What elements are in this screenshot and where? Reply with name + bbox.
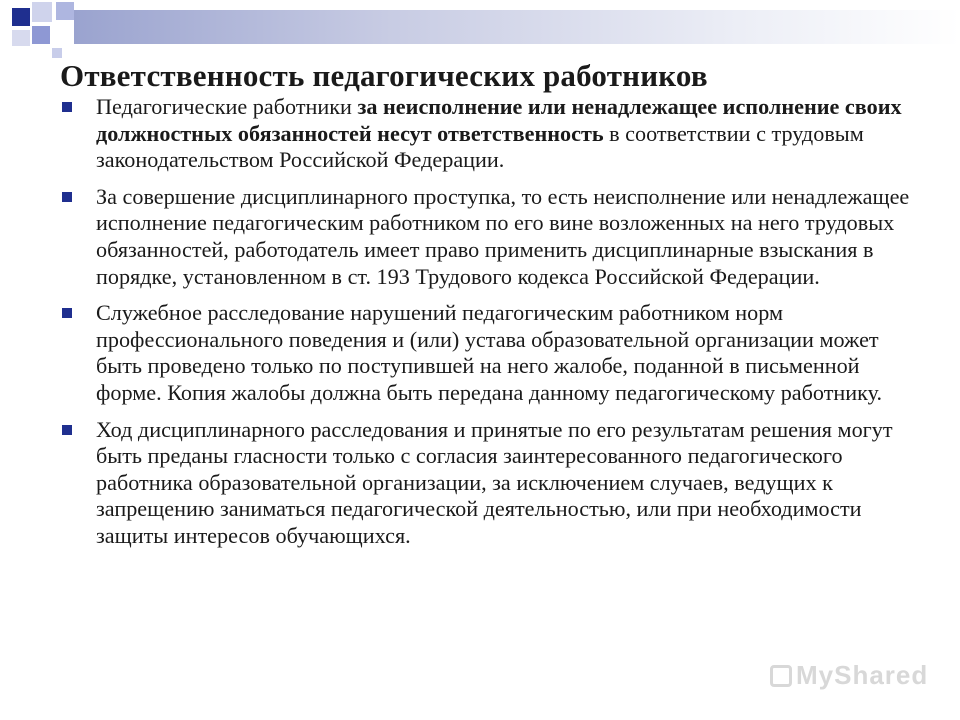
- bullet-text-part: в соответствии с трудовым законодательством Российской Федерации.: [96, 120, 864, 173]
- bullet-item: [62, 417, 910, 550]
- watermark-icon: [770, 665, 792, 687]
- square-bullet-icon: [62, 102, 72, 112]
- bullet-text-part: За совершение дисциплинарного проступка, то есть неисполнение или ненадлежащее исполнение педагогическим работником по его вине возложенных на него трудовых обязанностей, работодатель имеет право применить дисциплинарные взыскания в порядке, установленном в ст. 193 Трудового кодекса Российской Федерации.: [96, 183, 910, 289]
- corner-square-light: [32, 2, 52, 22]
- corner-square-dark: [12, 8, 30, 26]
- square-bullet-icon: [62, 192, 72, 202]
- corner-square-pale: [12, 30, 30, 46]
- corner-square-mid: [32, 26, 50, 44]
- bullet-item: [62, 94, 910, 174]
- bullet-text-part: Служебное расследование нарушений педагогическим работником норм профессионального поведения и (или) устава образовательной организации может быть проведено только по поступившей на него жалобе, поданной в письменной форме. Копия жалобы должна быть передана данному педагогическому работнику.: [96, 300, 883, 405]
- square-bullet-icon: [62, 425, 72, 435]
- watermark-text: MyShared: [796, 660, 929, 690]
- bullet-item: [62, 300, 910, 406]
- corner-square-medium: [56, 2, 74, 20]
- corner-square-small: [52, 48, 62, 58]
- bullet-text-part: Педагогические работники: [96, 94, 358, 119]
- square-bullet-icon: [62, 308, 72, 318]
- bullet-text-part: Ход дисциплинарного расследования и принятые по его результатам решения могут быть преданы гласности только с согласия заинтересованного педагогического работника образовательной организации, за исключением случаев, ведущих к запрещению заниматься педагогической деятельностью, или при необходимости защиты интересов обучающихся.: [96, 416, 893, 548]
- bullet-text-bold: за неисполнение или ненадлежащее исполнение своих должностных обязанностей несут ответственность: [96, 94, 902, 146]
- bullet-list: [62, 94, 910, 560]
- bullet-item: [62, 184, 910, 290]
- header-gradient-band: [74, 10, 960, 44]
- watermark-logo: [770, 660, 928, 691]
- slide-title: Ответственность педагогических работников: [60, 58, 708, 93]
